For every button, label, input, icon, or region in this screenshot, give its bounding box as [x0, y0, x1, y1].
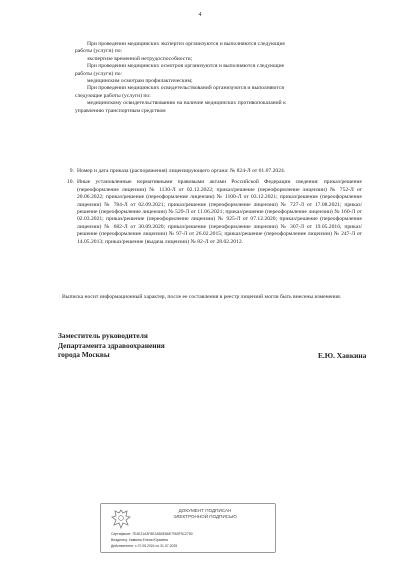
services-line: управлению транспортным средством [75, 107, 166, 114]
services-line: При проведении медицинских осмотров организуются и выполняются следующие [87, 63, 285, 70]
services-line: медицинским осмотрам профилактическим; [87, 78, 193, 85]
signature-block [58, 331, 358, 360]
electronic-signature-stamp [100, 503, 276, 553]
stamp-title [145, 508, 265, 520]
stamp-owner: Владелец: Хавкина Елена Юрьевна [111, 538, 168, 542]
stamp-title-line: ДОКУМЕНТ ПОДПИСАН [178, 508, 232, 513]
list-item [62, 179, 362, 246]
services-line: экспертизе временной нетрудоспособности; [87, 55, 193, 62]
stamp-certificate: Сертификат: 7E4E21A3F8E2AB0E86E7953F9C2750 [111, 532, 193, 536]
services-line: следующие работы (услуги) по: [75, 92, 151, 99]
item-number: 10. [67, 179, 74, 186]
item-text: Номер и дата приказа (распоряжения) лицензирующего органа: № 824-Л от 01.07.2024. [77, 168, 286, 174]
coat-of-arms-icon [108, 508, 134, 530]
item-number: 9. [69, 168, 74, 174]
item-text: Иные установленные нормативными правовыми актами Российской Федерации сведения: приказ/решение (переоформление лицензии) № 1130-Л от 02.12.2022; приказ/решение (переоформление лицензии) № 752-Л от 20.06.2022; приказ/решение (переоформление лицензии) № 1100-Л от 03.12.2021; приказ/решение (переоформление лицензии) № 784-Л от 02.09.2021; приказ/решение (переоформление лицензии) № 727-Л от 17.08.2021; приказ/решение (переоформление лицензии) № 529-Л от 11.06.2021; приказ/решение (переоформление лицензии) № 160-Л от 02.03.2021; приказ/решение (переоформление лицензии) № 925-Л от 07.12.2020; приказ/решение (переоформление лицензии) № 682-Л от 30.09.2020; приказ/решение (переоформление лицензии) № 307-Л от 19.05.2016; приказ/решение (переоформление лицензии) № 97-Л от 26.02.2015; приказ/решение (переоформление лицензии) № 247-Л от 14.05.2013; приказ/решение (выдача лицензии) № 82-Л от 28.02.2012. [77, 179, 362, 245]
signature-position-line: Департамента здравоохранения [58, 340, 165, 350]
services-line: медицинскому освидетельствованию на наличие медицинских противопоказаний к [87, 100, 286, 107]
page-number: 4 [198, 12, 202, 18]
services-line: При проведении медицинских освидетельствований организуются и выполняются [87, 85, 284, 92]
signature-position-line: Заместитель руководителя [58, 331, 148, 340]
list-item [62, 168, 362, 175]
notice-text: Выписка носит информационный характер, после ее составления в реестр лицензий могли быть внесены изменения. [62, 294, 342, 300]
stamp-title-line: ЭЛЕКТРОННОЙ ПОДПИСЬЮ [173, 514, 237, 519]
signatory-name: Е.Ю. Хавкина [318, 351, 367, 360]
services-line: При проведении медицинских экспертиз организуются и выполняются следующие [87, 41, 285, 47]
items-list [62, 168, 362, 246]
signature-position-line: города Москвы [58, 350, 110, 360]
services-block [75, 41, 363, 115]
services-line: работы (услуги) по: [75, 70, 123, 77]
notice [62, 294, 362, 301]
services-line: работы (услуги) по: [75, 48, 123, 55]
stamp-validity: Действителен: с 07.05.2024 по 31.07.2025 [111, 544, 178, 548]
